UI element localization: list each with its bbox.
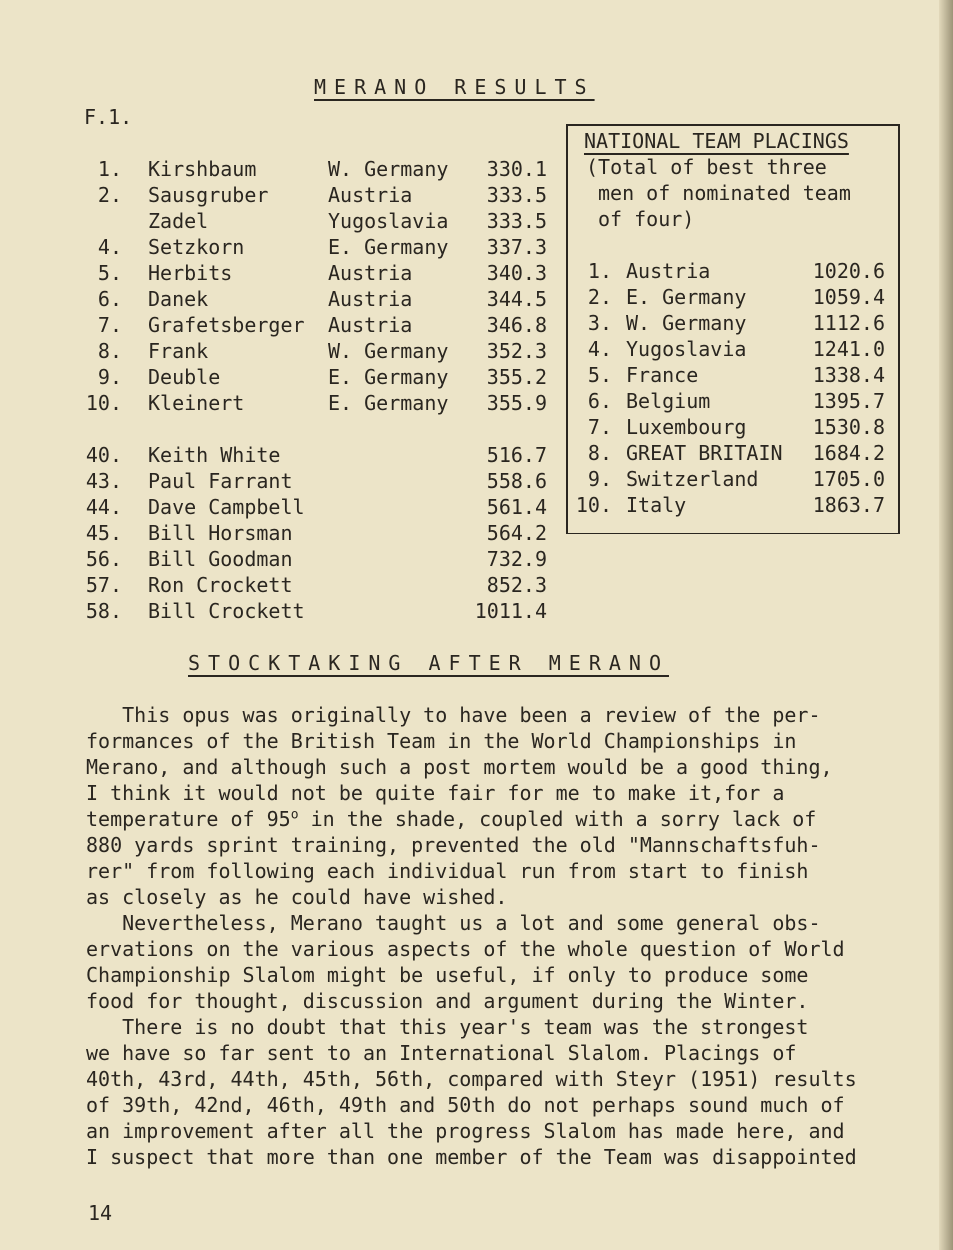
british-result-position: 45. bbox=[85, 521, 122, 545]
team-position: 10. bbox=[575, 493, 612, 517]
result-time: 333.5 bbox=[486, 209, 547, 233]
result-position: 1. bbox=[97, 157, 122, 181]
team-name: Italy bbox=[626, 493, 687, 517]
british-result-position: 58. bbox=[85, 599, 122, 623]
result-position: 7. bbox=[97, 313, 122, 337]
result-position: 8. bbox=[97, 339, 122, 363]
article-line: of 39th, 42nd, 46th, 49th and 50th do not perhaps sound much of bbox=[86, 1093, 845, 1117]
team-name: Yugoslavia bbox=[626, 337, 747, 361]
result-country: W. Germany bbox=[328, 339, 449, 363]
result-name: Grafetsberger bbox=[148, 313, 305, 337]
article-heading: STOCKTAKING AFTER MERANO bbox=[188, 651, 669, 675]
result-time: 355.9 bbox=[486, 391, 547, 415]
result-name: Kleinert bbox=[148, 391, 245, 415]
article-line: formances of the British Team in the World Championships in bbox=[86, 729, 797, 753]
team-score: 1705.0 bbox=[812, 467, 885, 491]
degree-sup: o bbox=[290, 807, 299, 823]
article-line: I suspect that more than one member of the Team was disappointed bbox=[86, 1145, 857, 1169]
team-position: 9. bbox=[587, 467, 612, 491]
result-position: 2. bbox=[97, 183, 122, 207]
result-position: 6. bbox=[97, 287, 122, 311]
british-result-time: 1011.4 bbox=[474, 599, 547, 623]
team-score: 1863.7 bbox=[812, 493, 885, 517]
article-line: 880 yards sprint training, prevented the old "Mannschaftsfuh- bbox=[86, 833, 821, 857]
british-result-name: Keith White bbox=[148, 443, 281, 467]
result-name: Deuble bbox=[148, 365, 221, 389]
team-name: Switzerland bbox=[626, 467, 759, 491]
article-line bbox=[86, 806, 936, 832]
result-name: Frank bbox=[148, 339, 209, 363]
result-position: 4. bbox=[97, 235, 122, 259]
british-result-time: 564.2 bbox=[486, 521, 547, 545]
result-time: 340.3 bbox=[486, 261, 547, 285]
result-position: 10. bbox=[85, 391, 122, 415]
article-line: we have so far sent to an International Slalom. Placings of bbox=[86, 1041, 797, 1065]
page-edge-shadow bbox=[939, 0, 953, 1250]
result-country: E. Germany bbox=[328, 235, 449, 259]
british-result-time: 516.7 bbox=[486, 443, 547, 467]
team-score: 1020.6 bbox=[812, 259, 885, 283]
team-position: 2. bbox=[587, 285, 612, 309]
article-line: food for thought, discussion and argument during the Winter. bbox=[86, 989, 809, 1013]
british-result-position: 57. bbox=[85, 573, 122, 597]
article-line: I think it would not be quite fair for me to make it,for a bbox=[86, 781, 785, 805]
article-line-part: temperature of 95 bbox=[86, 807, 291, 831]
article-line: This opus was originally to have been a review of the per- bbox=[86, 703, 821, 727]
team-note-line: (Total of best three bbox=[586, 155, 827, 179]
british-result-position: 44. bbox=[85, 495, 122, 519]
british-result-time: 561.4 bbox=[486, 495, 547, 519]
team-score: 1112.6 bbox=[812, 311, 885, 335]
page-number: 14 bbox=[88, 1201, 113, 1225]
team-score: 1059.4 bbox=[812, 285, 885, 309]
result-country: E. Germany bbox=[328, 365, 449, 389]
result-time: 337.3 bbox=[486, 235, 547, 259]
result-country: Austria bbox=[328, 313, 413, 337]
british-result-position: 43. bbox=[85, 469, 122, 493]
british-result-name: Paul Farrant bbox=[148, 469, 293, 493]
result-name: Zadel bbox=[148, 209, 209, 233]
result-position: 5. bbox=[97, 261, 122, 285]
event-label: F.1. bbox=[84, 105, 133, 129]
article-line: Merano, and although such a post mortem would be a good thing, bbox=[86, 755, 833, 779]
team-name: GREAT BRITAIN bbox=[626, 441, 783, 465]
article-line-part: in the shade, coupled with a sorry lack of bbox=[298, 807, 817, 831]
british-result-time: 852.3 bbox=[486, 573, 547, 597]
team-name: Luxembourg bbox=[626, 415, 747, 439]
article-line: 40th, 43rd, 44th, 45th, 56th, compared with Steyr (1951) results bbox=[86, 1067, 857, 1091]
team-score: 1530.8 bbox=[812, 415, 885, 439]
team-name: Austria bbox=[626, 259, 711, 283]
british-result-name: Dave Campbell bbox=[148, 495, 305, 519]
team-position: 5. bbox=[587, 363, 612, 387]
british-result-position: 40. bbox=[85, 443, 122, 467]
result-country: Yugoslavia bbox=[328, 209, 449, 233]
result-time: 344.5 bbox=[486, 287, 547, 311]
result-name: Setzkorn bbox=[148, 235, 245, 259]
british-result-name: Bill Crockett bbox=[148, 599, 305, 623]
british-result-name: Bill Horsman bbox=[148, 521, 293, 545]
article-line: ervations on the various aspects of the whole question of World bbox=[86, 937, 845, 961]
article-line: an improvement after all the progress Slalom has made here, and bbox=[86, 1119, 845, 1143]
team-score: 1241.0 bbox=[812, 337, 885, 361]
team-name: W. Germany bbox=[626, 311, 747, 335]
result-time: 346.8 bbox=[486, 313, 547, 337]
results-title: MERANO RESULTS bbox=[314, 75, 595, 99]
result-time: 330.1 bbox=[486, 157, 547, 181]
result-time: 352.3 bbox=[486, 339, 547, 363]
article-line: rer" from following each individual run from start to finish bbox=[86, 859, 809, 883]
british-result-name: Ron Crockett bbox=[148, 573, 293, 597]
team-position: 3. bbox=[587, 311, 612, 335]
british-result-time: 732.9 bbox=[486, 547, 547, 571]
team-position: 4. bbox=[587, 337, 612, 361]
team-position: 8. bbox=[587, 441, 612, 465]
result-country: Austria bbox=[328, 183, 413, 207]
team-name: E. Germany bbox=[626, 285, 747, 309]
team-position: 7. bbox=[587, 415, 612, 439]
team-score: 1338.4 bbox=[812, 363, 885, 387]
result-country: E. Germany bbox=[328, 391, 449, 415]
result-name: Sausgruber bbox=[148, 183, 269, 207]
team-name: France bbox=[626, 363, 699, 387]
team-score: 1684.2 bbox=[812, 441, 885, 465]
result-country: Austria bbox=[328, 261, 413, 285]
team-position: 1. bbox=[587, 259, 612, 283]
article-body bbox=[86, 702, 936, 1170]
result-time: 355.2 bbox=[486, 365, 547, 389]
british-result-name: Bill Goodman bbox=[148, 547, 293, 571]
team-name: Belgium bbox=[626, 389, 711, 413]
team-note-line: of four) bbox=[598, 207, 695, 231]
british-result-time: 558.6 bbox=[486, 469, 547, 493]
british-result-position: 56. bbox=[85, 547, 122, 571]
team-score: 1395.7 bbox=[812, 389, 885, 413]
result-name: Kirshbaum bbox=[148, 157, 257, 181]
article-line: Championship Slalom might be useful, if only to produce some bbox=[86, 963, 809, 987]
result-name: Herbits bbox=[148, 261, 233, 285]
article-line: There is no doubt that this year's team was the strongest bbox=[86, 1015, 809, 1039]
result-country: Austria bbox=[328, 287, 413, 311]
result-position: 9. bbox=[97, 365, 122, 389]
team-note-line: men of nominated team bbox=[598, 181, 851, 205]
result-name: Danek bbox=[148, 287, 209, 311]
team-position: 6. bbox=[587, 389, 612, 413]
article-line: Nevertheless, Merano taught us a lot and some general obs- bbox=[86, 911, 821, 935]
result-country: W. Germany bbox=[328, 157, 449, 181]
article-line: as closely as he could have wished. bbox=[86, 885, 508, 909]
team-box-heading: NATIONAL TEAM PLACINGS bbox=[584, 129, 849, 153]
result-time: 333.5 bbox=[486, 183, 547, 207]
